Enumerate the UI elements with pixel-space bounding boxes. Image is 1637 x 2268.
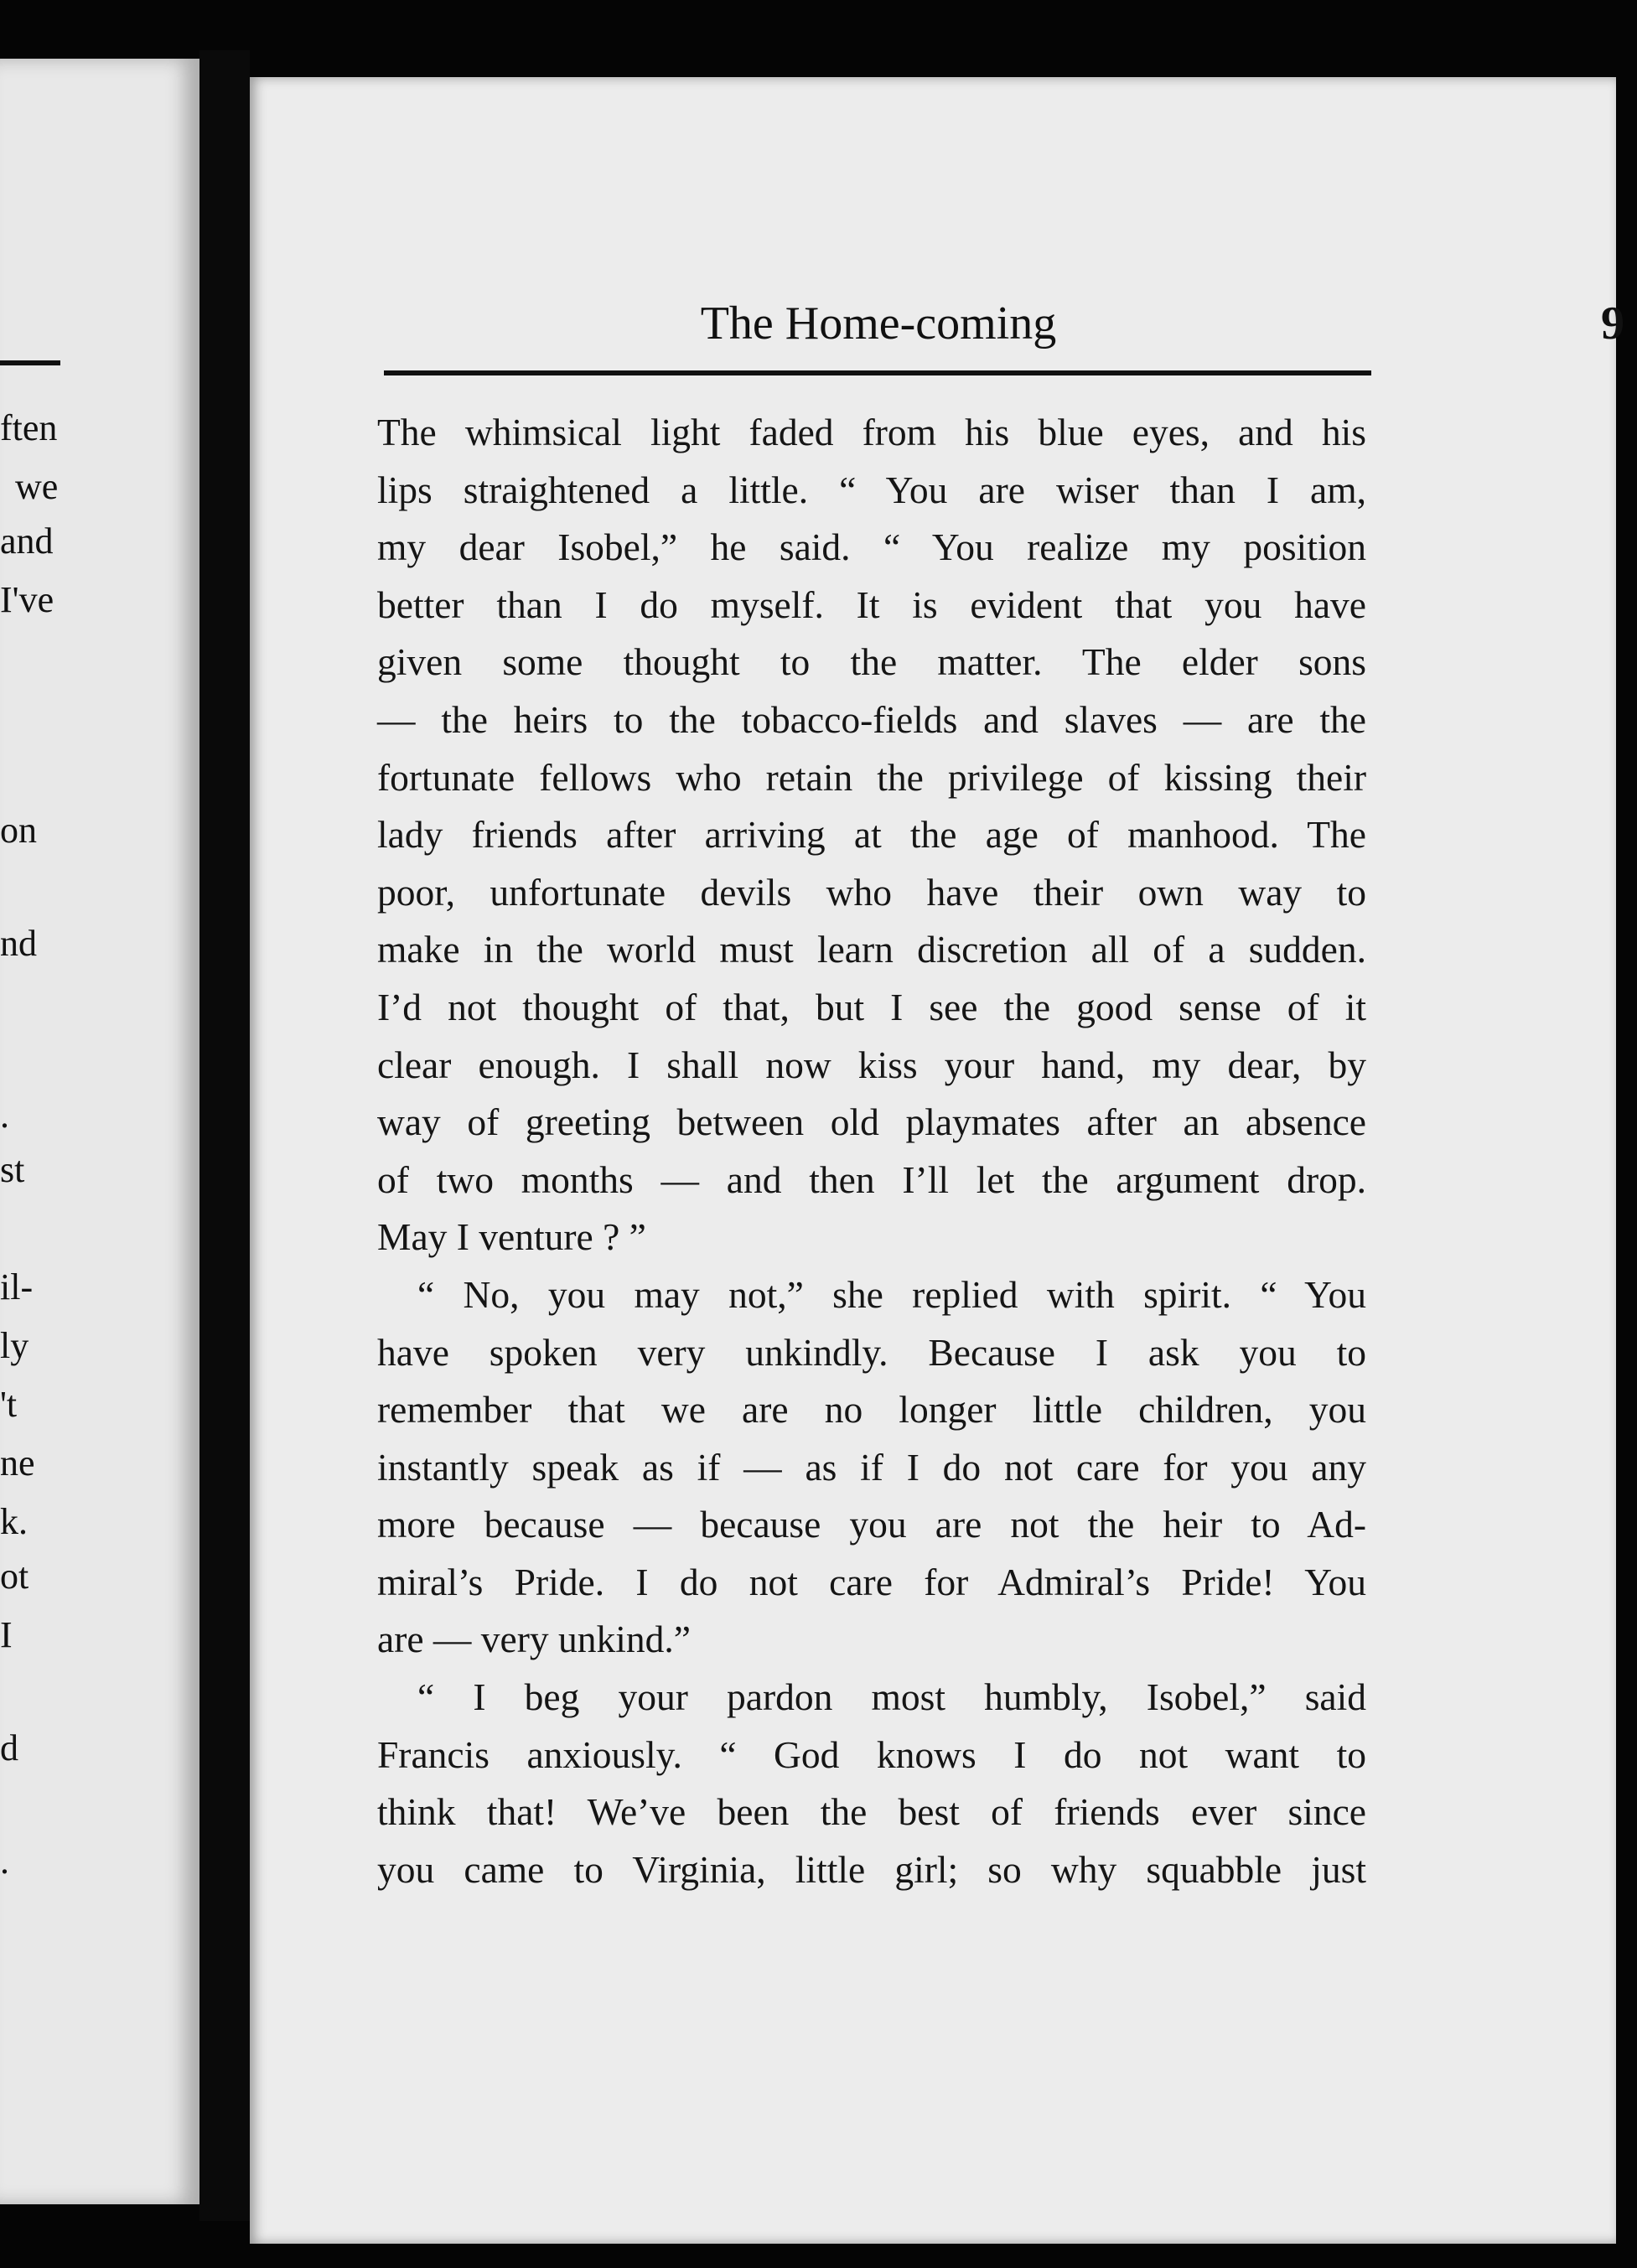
body-text (377, 404, 1366, 1898)
text-line: The whimsical light faded from his blue eyes, and his (377, 411, 1366, 453)
previous-page-fragment: st (0, 1149, 25, 1190)
text-line: have spoken very unkindly. Because I ask you to (377, 1330, 1366, 1374)
text-line: remember that we are no longer little children, you (377, 1388, 1366, 1432)
text-line: of two months — and then I’ll let the argument drop. (377, 1157, 1366, 1201)
running-head (384, 297, 1624, 364)
previous-page-rule (0, 360, 60, 365)
text-line: instantly speak as if — as if I do not care for you any (377, 1445, 1366, 1489)
text-line: you came to Virginia, little girl; so why squabble just (377, 1847, 1366, 1891)
text-line: I’d not thought of that, but I see the good sense of it (377, 985, 1366, 1028)
header-rule (384, 370, 1371, 375)
book-gutter (199, 50, 250, 2221)
text-line: lady friends after arriving at the age of manhood. The (377, 813, 1366, 857)
text-line: clear enough. I shall now kiss your hand, my dear, by (377, 1043, 1366, 1086)
text-line: Francis anxiously. “ God knows I do not want to (377, 1732, 1366, 1776)
text-line: miral’s Pride. I do not care for Admiral’s Pride! You (377, 1560, 1366, 1603)
text-line: given some thought to the matter. The elder sons (377, 640, 1366, 684)
text-line: poor, unfortunate devils who have their own way to (377, 870, 1366, 914)
previous-page-fragment: . (0, 1095, 9, 1136)
previous-page-fragment: ot (0, 1556, 29, 1597)
text-line: way of greeting between old playmates after an absence (377, 1100, 1366, 1144)
previous-page-fragment: on (0, 810, 37, 851)
previous-page-fragment: 't (0, 1384, 18, 1425)
previous-page-fragment: . (0, 1841, 9, 1882)
text-line: fortunate fellows who retain the privilege of kissing their (377, 755, 1366, 799)
previous-page-fragment: ften (0, 407, 58, 448)
previous-page-fragment: nd (0, 923, 37, 964)
previous-page-fragment: I've (0, 579, 54, 620)
previous-page-fragment: k. (0, 1501, 28, 1542)
previous-page-fragment: we (15, 466, 59, 507)
previous-page-fragment: and (0, 520, 54, 562)
current-page (250, 77, 1624, 2244)
text-line: think that! We’ve been the best of friends ever since (377, 1790, 1366, 1834)
text-line: — the heirs to the tobacco-fields and slaves — are the (377, 697, 1366, 741)
previous-page-fragment: il- (0, 1266, 34, 1307)
text-line: my dear Isobel,” he said. “ You realize my position (377, 526, 1366, 569)
text-line: make in the world must learn discretion all of a sudden. (377, 928, 1366, 971)
previous-page-fragment: I (0, 1614, 13, 1655)
previous-page-fragment: ne (0, 1442, 35, 1484)
text-line: better than I do myself. It is evident that you have (377, 583, 1366, 626)
text-line: more because — because you are not the heir to Ad- (377, 1503, 1366, 1546)
text-line: lips straightened a little. “ You are wiser than I am, (377, 468, 1366, 511)
text-line: May I venture ? ” (377, 1215, 646, 1259)
text-line: “ No, you may not,” she replied with spirit. “ You (417, 1272, 1366, 1316)
previous-page-edge (0, 59, 199, 2204)
previous-page-fragment: d (0, 1727, 18, 1768)
text-line: “ I beg your pardon most humbly, Isobel,” said (417, 1675, 1366, 1719)
text-line: are — very unkind.” (377, 1618, 691, 1661)
running-title: The Home-coming (700, 298, 1057, 350)
page-number: 9 (1601, 298, 1624, 350)
previous-page-fragment: ly (0, 1325, 29, 1366)
